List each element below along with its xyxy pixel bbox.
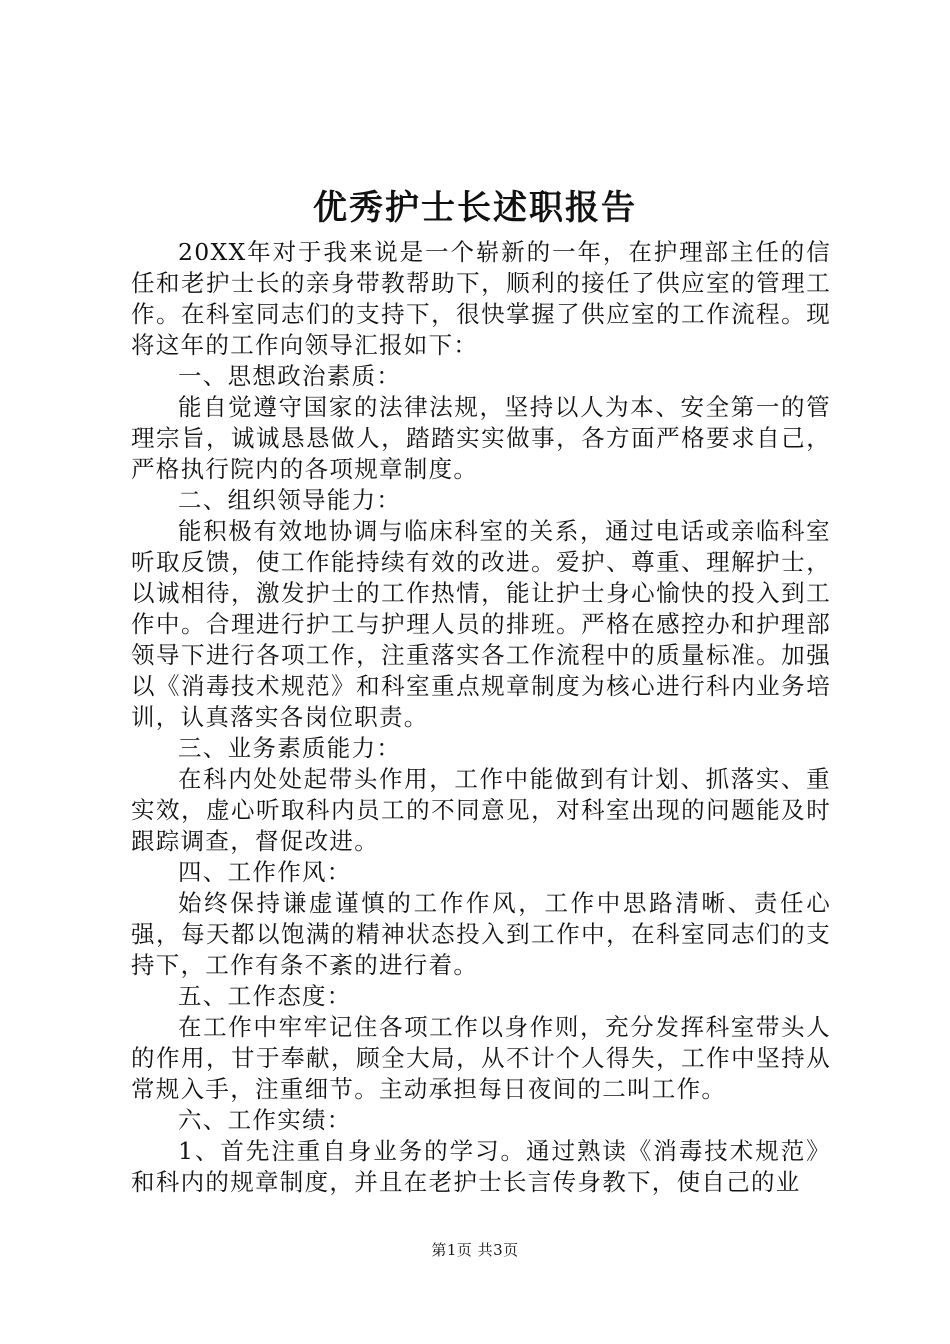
paragraph-1: 能自觉遵守国家的法律法规，坚持以人为本、安全第一的管理宗旨，诚诚恳恳做人，踏踏实实做事，各方面严格要求自己，严格执行院内的各项规章制度。	[131, 393, 831, 483]
page-number-footer: 第1页 共3页	[431, 1241, 519, 1259]
section-heading-6: 六、工作实绩：	[178, 1106, 352, 1134]
document-body	[131, 237, 831, 1198]
paragraph-2: 能积极有效地协调与临床科室的关系，通过电话或亲临科室听取反馈，使工作能持续有效的改进。爱护、尊重、理解护士，以诚相待，激发护士的工作热情，能让护士身心愉快的投入到工作中。合理进行护工与护理人员的排班。严格在感控办和护理部领导下进行各项工作，注重落实各工作流程中的质量标准。加强以《消毒技术规范》和科室重点规章制度为核心进行科内业务培训，认真落实各岗位职责。	[131, 517, 831, 731]
section-heading-5: 五、工作态度：	[178, 982, 352, 1010]
paragraph-5: 在工作中牢牢记住各项工作以身作则，充分发挥科室带头人的作用，甘于奉献，顾全大局，从不计个人得失，工作中坚持从常规入手，注重细节。主动承担每日夜间的二叫工作。	[131, 1013, 831, 1103]
section-heading-1: 一、思想政治素质：	[178, 362, 402, 390]
paragraph-intro: 20XX年对于我来说是一个崭新的一年，在护理部主任的信任和老护士长的亲身带教帮助下，顺利的接任了供应室的管理工作。在科室同志们的支持下，很快掌握了供应室的工作流程。现将这年的工作向领导汇报如下：	[131, 238, 831, 359]
document-title: 优秀护士长述职报告	[313, 188, 637, 228]
paragraph-4: 始终保持谦虚谨慎的工作作风，工作中思路清晰、责任心强，每天都以饱满的精神状态投入到工作中，在科室同志们的支持下，工作有条不紊的进行着。	[131, 889, 831, 979]
section-heading-4: 四、工作作风：	[178, 858, 352, 886]
paragraph-6: 1、首先注重自身业务的学习。通过熟读《消毒技术规范》和科内的规章制度，并且在老护士长言传身教下，使自己的业	[131, 1137, 831, 1196]
section-heading-3: 三、业务素质能力：	[178, 734, 402, 762]
section-heading-2: 二、组织领导能力：	[178, 486, 402, 514]
paragraph-3: 在科内处处起带头作用，工作中能做到有计划、抓落实、重实效，虚心听取科内员工的不同意见，对科室出现的问题能及时跟踪调查，督促改进。	[131, 765, 831, 855]
